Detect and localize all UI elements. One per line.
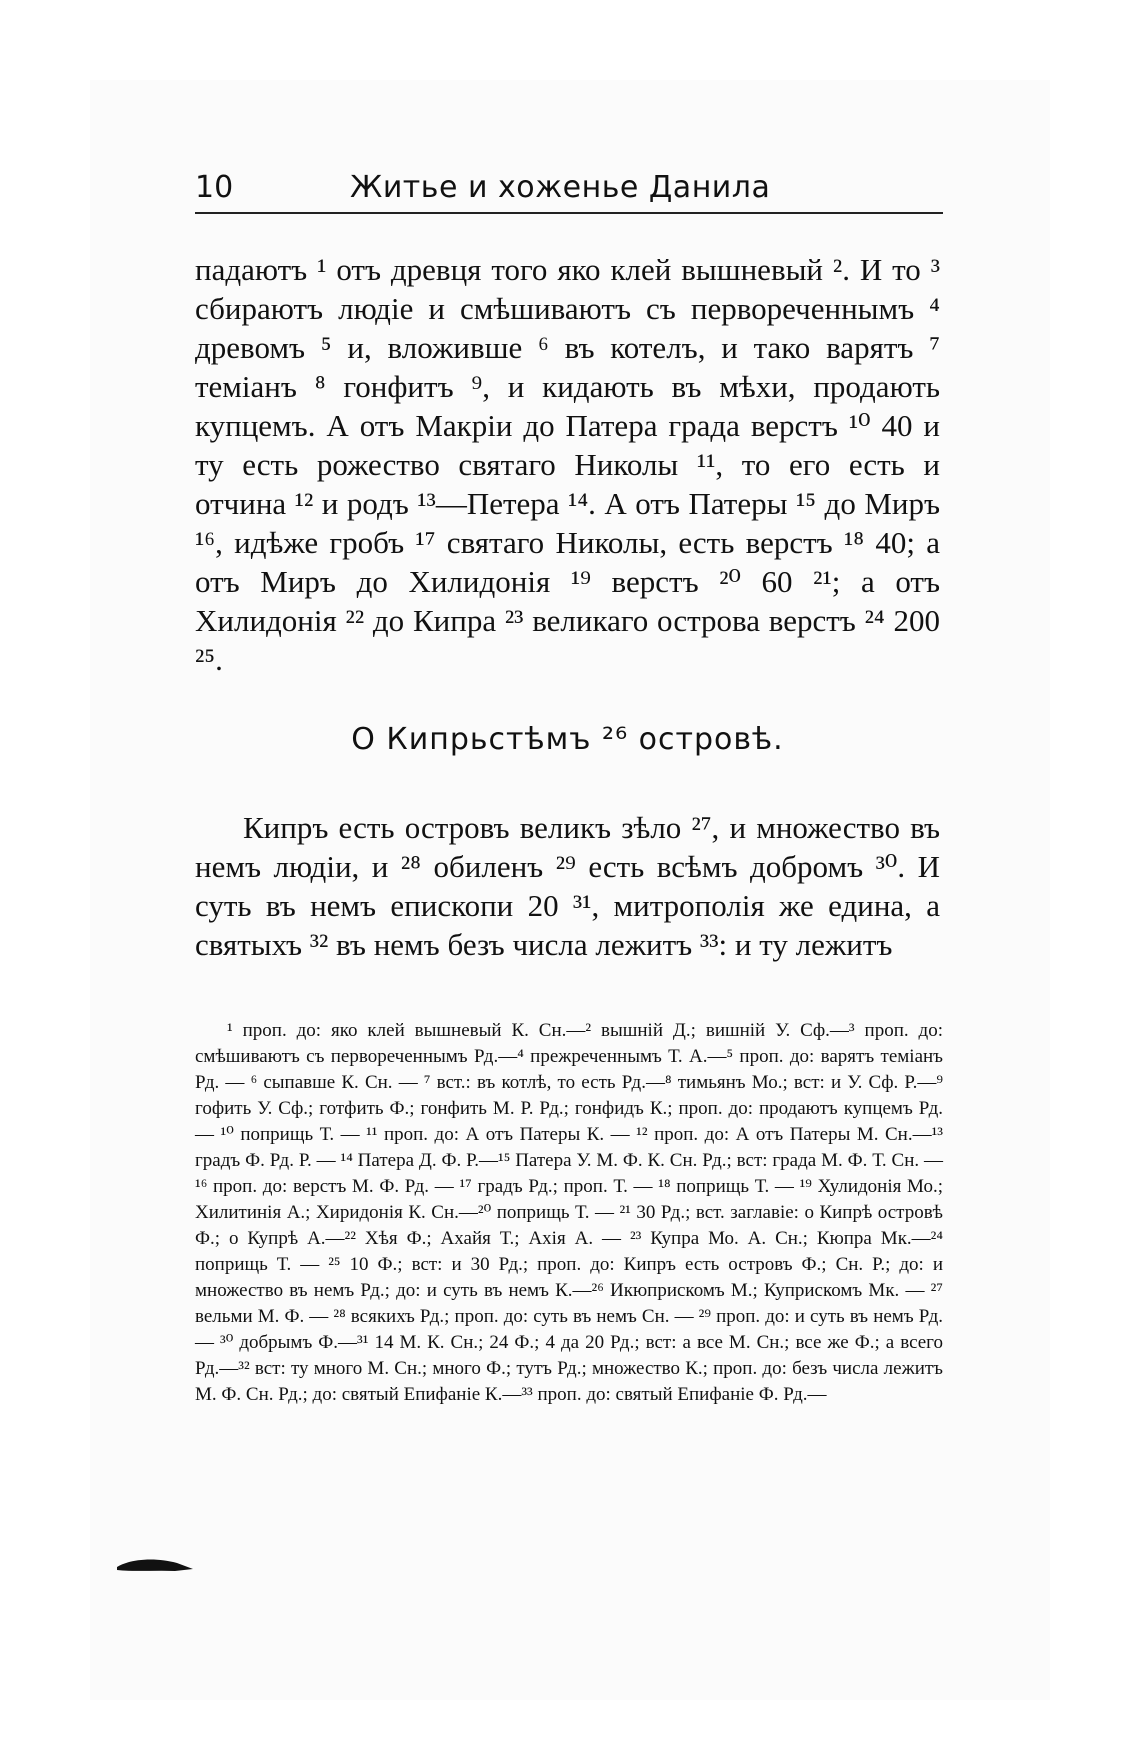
section-paragraph: Кипръ есть островъ великъ зѣло ²⁷, и множество въ немъ людіи, и ²⁸ обиленъ ²⁹ есть всѣмъ добромъ ³⁰. И суть въ немъ епископи 20 ³¹, митрополія же едина, а святыхъ ³² въ немъ безъ числа лежитъ ³³: и ту лежитъ <box>195 810 940 962</box>
page-number: 10 <box>195 170 234 205</box>
ink-smudge-icon <box>115 1555 195 1573</box>
main-paragraph: падаютъ ¹ отъ древця того яко клей вышневый ². И то ³ сбираютъ людіе и смѣшиваютъ съ первореченнымъ ⁴ древомъ ⁵ и, вложивше ⁶ въ котелъ, и тако варятъ ⁷ теміанъ ⁸ гонфитъ ⁹, и кидають въ мѣхи, продають купцемъ. А отъ Макріи до Патера града верстъ ¹⁰ 40 и ту есть рожество святаго Николы ¹¹, то его есть и отчина ¹² и родъ ¹³—Петера ¹⁴. А отъ Патеры ¹⁵ до Миръ ¹⁶, идѣже гробъ ¹⁷ святаго Николы, есть верстъ ¹⁸ 40; а отъ Миръ до Хилидонія ¹⁹ верстъ ²⁰ 60 ²¹; а отъ Хилидонія ²² до Кипра ²³ великаго острова верстъ ²⁴ 200 ²⁵. <box>195 252 940 677</box>
footnotes-text: ¹ проп. до: яко клей вышневый К. Сн.—² вышній Д.; вишній У. Сф.—³ проп. до: смѣшиваютъ съ первореченнымъ Рд.—⁴ прежреченнымъ Т. А.—⁵ проп. до: варятъ теміанъ Рд. — ⁶ сыпавше К. Сн. — ⁷ вст.: въ котлѣ, то есть Рд.—⁸ тимьянъ Мо.; вст: и У. Сф. Р.—⁹ гофить У. Сф.; готфить Ф.; гонфить М. Р. Рд.; гонфидъ К.; проп. до: продаютъ купцемъ Рд. — ¹⁰ поприщь Т. — ¹¹ проп. до: А отъ Патеры К. — ¹² проп. до: А отъ Патеры М. Сн.—¹³ градъ Ф. Рд. Р. — ¹⁴ Патера Д. Ф. Р.—¹⁵ Патера У. М. Ф. К. Сн. Рд.; вст: града М. Ф. Т. Сн. — ¹⁶ проп. до: верстъ М. Ф. Рд. — ¹⁷ градъ Рд.; проп. Т. — ¹⁸ поприщь Т. — ¹⁹ Хулидонія Мо.; Хилитинія А.; Хиридонія К. Сн.—²⁰ поприщь Т. — ²¹ 30 Рд.; вст. заглавіе: о Кипрѣ островѣ Ф.; о Купрѣ А.—²² Хѣя Ф.; Ахайя Т.; Ахія А. — ²³ Купра Мо. А. Сн.; Кюпра Мк.—²⁴ поприщь Т. — ²⁵ 10 Ф.; вст: и 30 Рд.; проп. до: Кипръ есть островъ Ф.; Сн. Р.; до: и множество въ немъ Рд.; до: и суть въ немъ К.—²⁶ Икюприскомъ М.; Куприскомъ Мк. — ²⁷ вельми М. Ф. — ²⁸ всякихъ Рд.; проп. до: суть въ немъ Сн. — ²⁹ проп. до: и суть въ немъ Рд. — ³⁰ добрымъ Ф.—³¹ 14 М. К. Сн.; 24 Ф.; 4 да 20 Рд.; вст: а все М. Сн.; все же Ф.; а всего Рд.—³² вст: ту много М. Сн.; много Ф.; тутъ Рд.; множество К.; проп. до: безъ числа лежитъ М. Ф. Сн. Рд.; до: святый Епифаніе К.—³³ проп. до: святый Епифаніе Ф. Рд.— <box>195 1020 943 1405</box>
main-text-block <box>195 250 940 679</box>
section-text-block <box>195 808 940 964</box>
footnotes-block <box>195 1018 943 1408</box>
running-title: Житье и хоженье Данила <box>350 170 771 205</box>
section-heading: О Кипрьстѣмъ ²⁶ островѣ. <box>351 722 784 757</box>
page-header <box>195 168 943 214</box>
